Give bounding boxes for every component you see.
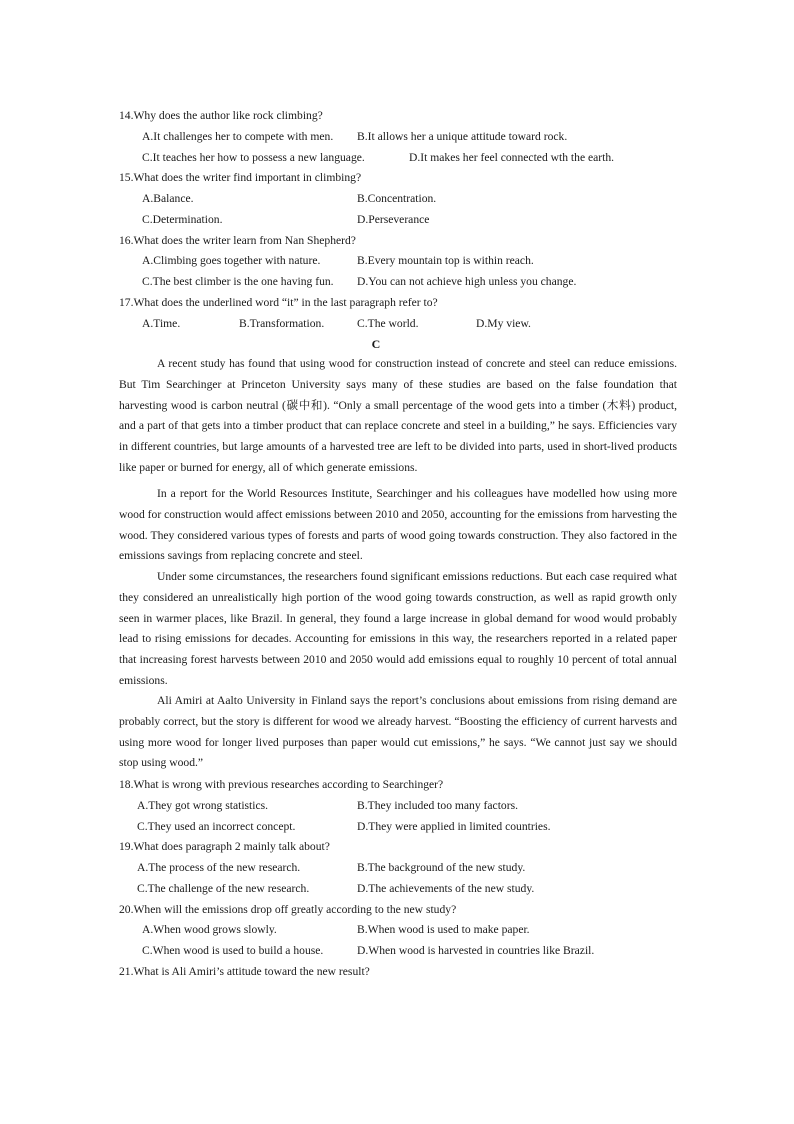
question-15-stem: 15.What does the writer find important in climbing?: [119, 171, 362, 184]
q20-option-d: D.When wood is harvested in countries like Brazil.: [357, 944, 595, 957]
q17-option-d: D.My view.: [476, 317, 531, 330]
q19-option-c: C.The challenge of the new research.: [137, 882, 310, 895]
passage-paragraph-2: In a report for the World Resources Institute, Searchinger and his colleagues have modelled how using more wood for construction would affect emissions between 2010 and 2050, accounting for the emissions from harvesting the wood. They considered various types of forests and parts of wood going towards construction. They also factored in the emissions savings from replacing concrete and steel.: [119, 487, 677, 563]
passage-paragraph-1: A recent study has found that using wood for construction instead of concrete and steel can reduce emissions. But Tim Searchinger at Princeton University says many of these studies are based on the false foundation that harvesting wood is carbon neutral (碳中和). “Only a small percentage of the wood gets into a timber (木料) product, and a part of that gets into a timber product that can replace concrete and steel in a building,” he says. Efficiencies vary in different countries, but large amounts of a harvested tree are left to be divided into parts, used in short-lived products like paper or burned for energy, all of which generate emissions.: [119, 357, 677, 474]
q20-option-c: C.When wood is used to build a house.: [142, 944, 324, 957]
q18-option-c: C.They used an incorrect concept.: [137, 820, 296, 833]
q14-option-c: C.It teaches her how to possess a new language.: [142, 151, 365, 164]
passage-paragraph-4: Ali Amiri at Aalto University in Finland says the report’s conclusions about emissions from rising demand are probably correct, but the story is different for wood we already harvest. “Boosting the efficiency of current harvests and using more wood for longer lived purposes than paper would cut emissions,” he says. “We cannot just say we should stop using wood.”: [119, 694, 677, 770]
q20-option-b: B.When wood is used to make paper.: [357, 923, 530, 936]
question-20-stem: 20.When will the emissions drop off greatly according to the new study?: [119, 903, 457, 916]
question-16-stem: 16.What does the writer learn from Nan Shepherd?: [119, 234, 356, 247]
q16-option-b: B.Every mountain top is within reach.: [357, 254, 534, 267]
q16-option-c: C.The best climber is the one having fun.: [142, 275, 334, 288]
question-19-stem: 19.What does paragraph 2 mainly talk about?: [119, 840, 330, 853]
q15-option-a: A.Balance.: [142, 192, 194, 205]
question-17-stem: 17.What does the underlined word “it” in the last paragraph refer to?: [119, 296, 438, 309]
q19-option-d: D.The achievements of the new study.: [357, 882, 535, 895]
q17-option-b: B.Transformation.: [239, 317, 325, 330]
question-14-stem: 14.Why does the author like rock climbing?: [119, 109, 323, 122]
section-label: C: [371, 337, 381, 351]
q14-option-d: D.It makes her feel connected wth the earth.: [409, 151, 615, 164]
q19-option-a: A.The process of the new research.: [137, 861, 301, 874]
question-21-stem: 21.What is Ali Amiri’s attitude toward the new result?: [119, 965, 370, 978]
question-18-stem: 18.What is wrong with previous researches according to Searchinger?: [119, 778, 444, 791]
q14-option-a: A.It challenges her to compete with men.: [142, 130, 334, 143]
passage-paragraph-3: Under some circumstances, the researchers found significant emissions reductions. But each case required what they considered an unrealistically high portion of the wood going towards construction, as well as rapid growth only seen in warmer places, like Brazil. In general, they found a large increase in global demand for wood would probably lead to rising emissions for decades. Accounting for emissions in this way, the researchers reported in a related paper that increasing forest harvests between 2010 and 2050 would add emissions equal to roughly 10 percent of total annual emissions.: [119, 570, 677, 687]
q18-option-b: B.They included too many factors.: [357, 799, 518, 812]
q15-option-b: B.Concentration.: [357, 192, 437, 205]
q15-option-d: D.Perseverance: [357, 213, 430, 226]
q18-option-a: A.They got wrong statistics.: [137, 799, 269, 812]
q16-option-d: D.You can not achieve high unless you change.: [357, 275, 577, 288]
q19-option-b: B.The background of the new study.: [357, 861, 526, 874]
q16-option-a: A.Climbing goes together with nature.: [142, 254, 321, 267]
q20-option-a: A.When wood grows slowly.: [142, 923, 277, 936]
q17-option-c: C.The world.: [357, 317, 419, 330]
q18-option-d: D.They were applied in limited countries.: [357, 820, 551, 833]
q15-option-c: C.Determination.: [142, 213, 223, 226]
q17-option-a: A.Time.: [142, 317, 181, 330]
q14-option-b: B.It allows her a unique attitude toward rock.: [357, 130, 568, 143]
